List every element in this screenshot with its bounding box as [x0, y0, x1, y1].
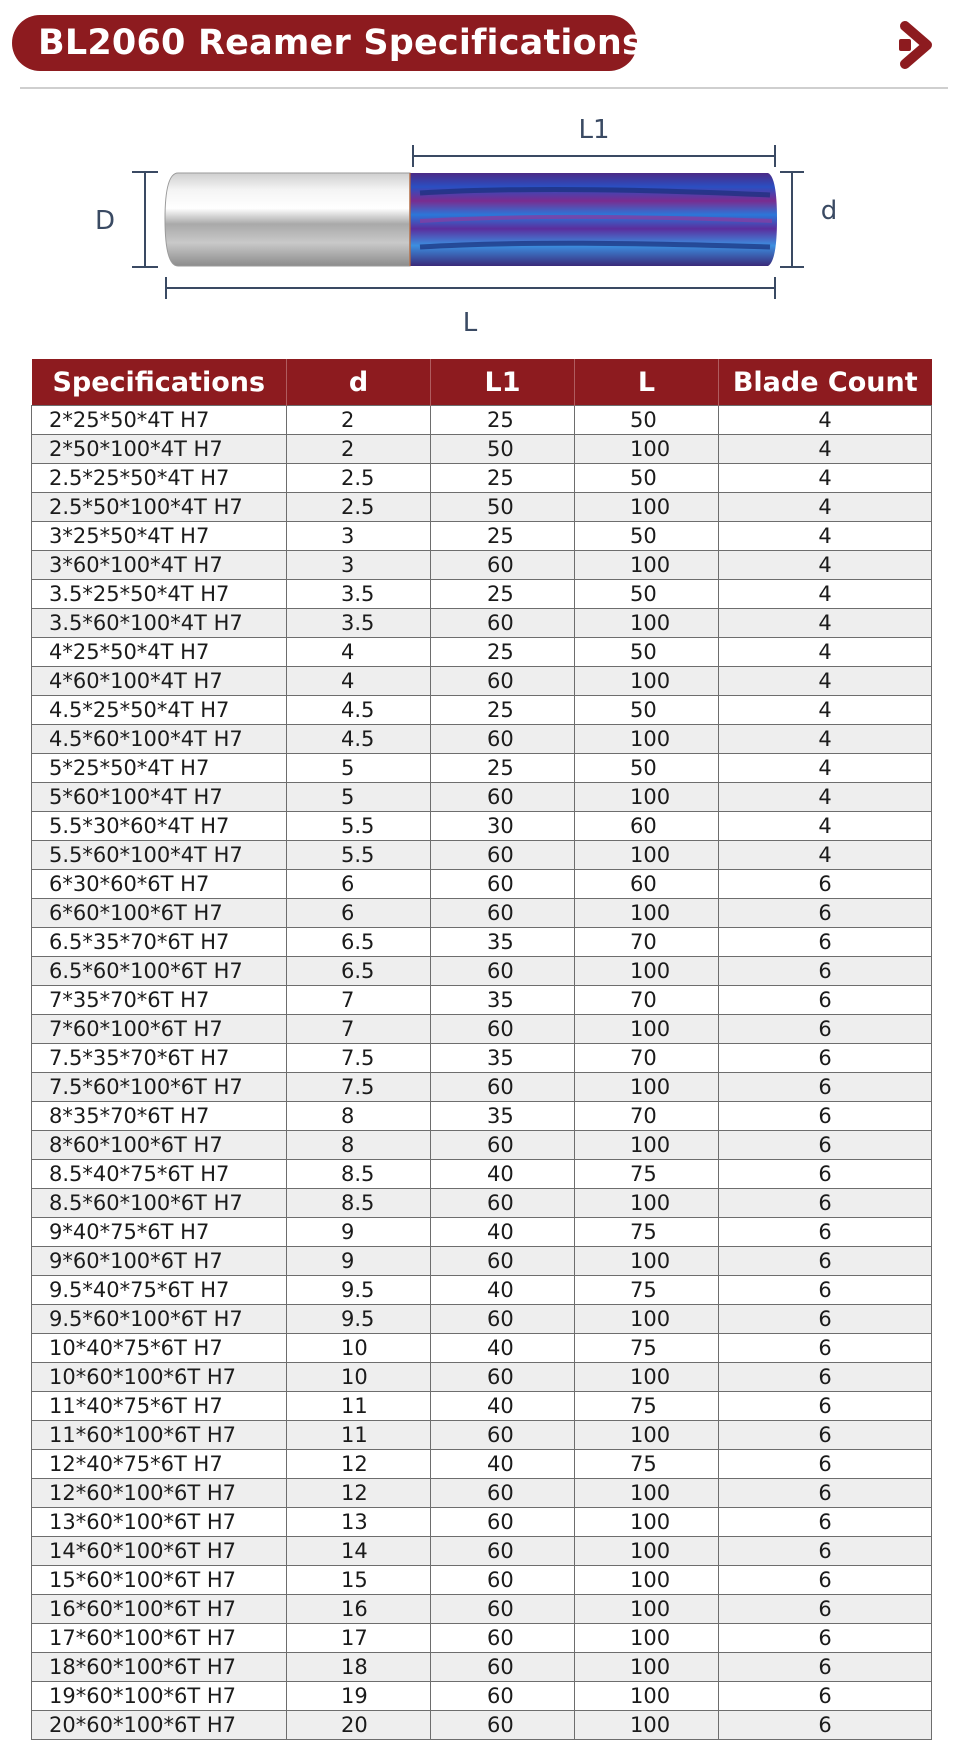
cell-specification: 17*60*100*6T H7: [32, 1624, 287, 1653]
cell-blade-count: 6: [719, 1160, 932, 1189]
cell-l1: 25: [431, 522, 575, 551]
table-row: [32, 725, 932, 754]
table-row: [32, 406, 932, 435]
cell-blade-count: 4: [719, 783, 932, 812]
cell-d: 4: [287, 638, 431, 667]
cell-l: 100: [575, 667, 719, 696]
cell-d: 7: [287, 986, 431, 1015]
cell-blade-count: 6: [719, 1189, 932, 1218]
cell-d: 19: [287, 1682, 431, 1711]
cell-l: 100: [575, 551, 719, 580]
table-row: [32, 1537, 932, 1566]
cell-l1: 40: [431, 1276, 575, 1305]
cell-d: 12: [287, 1450, 431, 1479]
cell-specification: 4*25*50*4T H7: [32, 638, 287, 667]
cell-l1: 60: [431, 841, 575, 870]
table-row: [32, 1247, 932, 1276]
cell-l: 70: [575, 986, 719, 1015]
cell-l1: 60: [431, 609, 575, 638]
cell-specification: 3*60*100*4T H7: [32, 551, 287, 580]
cell-blade-count: 4: [719, 841, 932, 870]
cell-d: 9: [287, 1247, 431, 1276]
cell-blade-count: 4: [719, 667, 932, 696]
cell-l1: 60: [431, 870, 575, 899]
cell-specification: 9.5*40*75*6T H7: [32, 1276, 287, 1305]
cell-l1: 60: [431, 1131, 575, 1160]
cell-d: 3: [287, 522, 431, 551]
cell-d: 7.5: [287, 1044, 431, 1073]
cell-d: 17: [287, 1624, 431, 1653]
cell-l1: 35: [431, 928, 575, 957]
cell-blade-count: 6: [719, 1015, 932, 1044]
cell-l: 100: [575, 1421, 719, 1450]
cell-l: 75: [575, 1160, 719, 1189]
cell-l1: 25: [431, 580, 575, 609]
cell-d: 7: [287, 1015, 431, 1044]
cell-d: 8: [287, 1131, 431, 1160]
cell-specification: 19*60*100*6T H7: [32, 1682, 287, 1711]
page-title: [12, 15, 643, 71]
cell-blade-count: 4: [719, 522, 932, 551]
cell-d: 15: [287, 1566, 431, 1595]
table-row: [32, 638, 932, 667]
cell-l: 50: [575, 754, 719, 783]
cell-specification: 4.5*60*100*4T H7: [32, 725, 287, 754]
cell-specification: 16*60*100*6T H7: [32, 1595, 287, 1624]
cell-blade-count: 6: [719, 1276, 932, 1305]
cell-d: 2.5: [287, 464, 431, 493]
cell-d: 2: [287, 435, 431, 464]
cell-specification: 5.5*60*100*4T H7: [32, 841, 287, 870]
table-row: [32, 1363, 932, 1392]
cell-l: 100: [575, 783, 719, 812]
cell-l1: 60: [431, 1421, 575, 1450]
table-row: [32, 1044, 932, 1073]
cell-l: 50: [575, 522, 719, 551]
cell-d: 6.5: [287, 928, 431, 957]
cell-specification: 12*40*75*6T H7: [32, 1450, 287, 1479]
cell-specification: 5.5*30*60*4T H7: [32, 812, 287, 841]
cell-l: 100: [575, 1131, 719, 1160]
cell-specification: 6*30*60*6T H7: [32, 870, 287, 899]
cell-blade-count: 6: [719, 870, 932, 899]
cell-d: 9.5: [287, 1305, 431, 1334]
cell-specification: 18*60*100*6T H7: [32, 1653, 287, 1682]
cell-d: 18: [287, 1653, 431, 1682]
cell-d: 6: [287, 870, 431, 899]
table-row: [32, 1276, 932, 1305]
cell-d: 8: [287, 1102, 431, 1131]
table-row: [32, 696, 932, 725]
cell-blade-count: 4: [719, 609, 932, 638]
cell-l: 100: [575, 1015, 719, 1044]
cell-l: 100: [575, 1479, 719, 1508]
cell-specification: 6*60*100*6T H7: [32, 899, 287, 928]
cell-blade-count: 6: [719, 1566, 932, 1595]
cell-l1: 30: [431, 812, 575, 841]
cell-l1: 60: [431, 551, 575, 580]
cell-l1: 25: [431, 464, 575, 493]
cell-specification: 20*60*100*6T H7: [32, 1711, 287, 1740]
cell-l: 100: [575, 1624, 719, 1653]
cell-specification: 11*60*100*6T H7: [32, 1421, 287, 1450]
table-row: [32, 1073, 932, 1102]
table-row: [32, 1334, 932, 1363]
cell-blade-count: 6: [719, 1102, 932, 1131]
cell-l: 75: [575, 1392, 719, 1421]
cell-l: 70: [575, 1102, 719, 1131]
cell-blade-count: 4: [719, 696, 932, 725]
table-row: [32, 493, 932, 522]
cell-blade-count: 6: [719, 1392, 932, 1421]
cell-d: 13: [287, 1508, 431, 1537]
cell-specification: 3*25*50*4T H7: [32, 522, 287, 551]
cell-blade-count: 6: [719, 1537, 932, 1566]
cell-specification: 14*60*100*6T H7: [32, 1537, 287, 1566]
cell-l1: 60: [431, 1305, 575, 1334]
table-row: [32, 1421, 932, 1450]
table-row: [32, 1479, 932, 1508]
cell-d: 8.5: [287, 1160, 431, 1189]
table-row: [32, 1392, 932, 1421]
cell-blade-count: 6: [719, 1624, 932, 1653]
cell-blade-count: 6: [719, 1508, 932, 1537]
cell-blade-count: 6: [719, 1421, 932, 1450]
cell-l: 100: [575, 493, 719, 522]
cell-l: 100: [575, 899, 719, 928]
cell-blade-count: 6: [719, 1044, 932, 1073]
cell-blade-count: 6: [719, 899, 932, 928]
cell-d: 5.5: [287, 841, 431, 870]
cell-l: 100: [575, 957, 719, 986]
cell-l1: 60: [431, 725, 575, 754]
cell-specification: 8.5*60*100*6T H7: [32, 1189, 287, 1218]
cell-blade-count: 4: [719, 812, 932, 841]
cell-l: 100: [575, 841, 719, 870]
cell-l: 70: [575, 1044, 719, 1073]
table-row: [32, 812, 932, 841]
header-l1: L1: [431, 359, 575, 406]
cell-l: 100: [575, 609, 719, 638]
cell-d: 7.5: [287, 1073, 431, 1102]
cell-l1: 40: [431, 1218, 575, 1247]
cell-d: 11: [287, 1421, 431, 1450]
cell-blade-count: 6: [719, 1218, 932, 1247]
cell-l1: 60: [431, 1015, 575, 1044]
table-body: [32, 406, 932, 1740]
cell-l1: 60: [431, 1508, 575, 1537]
cell-specification: 4.5*25*50*4T H7: [32, 696, 287, 725]
header-blade-count: Blade Count: [719, 359, 932, 406]
cell-specification: 5*60*100*4T H7: [32, 783, 287, 812]
cell-blade-count: 4: [719, 725, 932, 754]
header-divider: [20, 87, 948, 89]
cell-specification: 11*40*75*6T H7: [32, 1392, 287, 1421]
cell-l1: 60: [431, 1363, 575, 1392]
cell-d: 6: [287, 899, 431, 928]
cell-l: 100: [575, 1073, 719, 1102]
cell-specification: 15*60*100*6T H7: [32, 1566, 287, 1595]
cell-specification: 3.5*25*50*4T H7: [32, 580, 287, 609]
cell-blade-count: 4: [719, 406, 932, 435]
table-row: [32, 870, 932, 899]
cell-d: 4.5: [287, 725, 431, 754]
cell-specification: 7*60*100*6T H7: [32, 1015, 287, 1044]
cell-l1: 25: [431, 696, 575, 725]
cell-l1: 60: [431, 1247, 575, 1276]
table-row: [32, 1653, 932, 1682]
cell-specification: 10*40*75*6T H7: [32, 1334, 287, 1363]
table-row: [32, 435, 932, 464]
table-row: [32, 580, 932, 609]
cell-d: 20: [287, 1711, 431, 1740]
cell-specification: 8.5*40*75*6T H7: [32, 1160, 287, 1189]
cell-blade-count: 6: [719, 1131, 932, 1160]
table-row: [32, 1015, 932, 1044]
cell-d: 5.5: [287, 812, 431, 841]
cell-blade-count: 4: [719, 464, 932, 493]
cell-l1: 40: [431, 1334, 575, 1363]
cell-l1: 60: [431, 1653, 575, 1682]
table-row: [32, 1711, 932, 1740]
cell-l: 100: [575, 1595, 719, 1624]
header-specifications: Specifications: [32, 359, 287, 406]
table-row: [32, 957, 932, 986]
cell-blade-count: 4: [719, 638, 932, 667]
cell-specification: 7*35*70*6T H7: [32, 986, 287, 1015]
dimension-label-d-shank: D: [94, 206, 116, 236]
cell-l1: 25: [431, 638, 575, 667]
table-row: [32, 1450, 932, 1479]
cell-l1: 50: [431, 493, 575, 522]
cell-l1: 60: [431, 899, 575, 928]
cell-l1: 60: [431, 1537, 575, 1566]
cell-blade-count: 6: [719, 1450, 932, 1479]
cell-blade-count: 6: [719, 1305, 932, 1334]
cell-l: 75: [575, 1334, 719, 1363]
cell-specification: 8*35*70*6T H7: [32, 1102, 287, 1131]
cell-specification: 5*25*50*4T H7: [32, 754, 287, 783]
specifications-table: [31, 359, 932, 1740]
page-title-text: BL2060 Reamer Specifications: [38, 23, 643, 63]
table-row: [32, 899, 932, 928]
cell-specification: 3.5*60*100*4T H7: [32, 609, 287, 638]
cell-l: 100: [575, 1508, 719, 1537]
table-row: [32, 1595, 932, 1624]
table-header-row: [32, 359, 932, 406]
cell-l: 100: [575, 1537, 719, 1566]
cell-d: 9: [287, 1218, 431, 1247]
cell-d: 5: [287, 754, 431, 783]
cell-l1: 40: [431, 1450, 575, 1479]
reamer-dimension-diagram: [0, 95, 960, 340]
cell-blade-count: 6: [719, 1073, 932, 1102]
cell-blade-count: 4: [719, 754, 932, 783]
cell-specification: 9*40*75*6T H7: [32, 1218, 287, 1247]
cell-specification: 8*60*100*6T H7: [32, 1131, 287, 1160]
cell-l1: 60: [431, 1566, 575, 1595]
cell-l1: 60: [431, 1682, 575, 1711]
cell-d: 6.5: [287, 957, 431, 986]
cell-blade-count: 4: [719, 435, 932, 464]
table-row: [32, 667, 932, 696]
table-row: [32, 464, 932, 493]
cell-d: 16: [287, 1595, 431, 1624]
cell-specification: 4*60*100*4T H7: [32, 667, 287, 696]
cell-blade-count: 6: [719, 986, 932, 1015]
cell-l: 100: [575, 1653, 719, 1682]
cell-d: 4.5: [287, 696, 431, 725]
table-row: [32, 841, 932, 870]
header-l: L: [575, 359, 719, 406]
cell-l1: 60: [431, 1624, 575, 1653]
cell-blade-count: 6: [719, 1682, 932, 1711]
cell-d: 3.5: [287, 580, 431, 609]
cell-l: 100: [575, 1682, 719, 1711]
table-row: [32, 1160, 932, 1189]
cell-l: 70: [575, 928, 719, 957]
cell-specification: 9*60*100*6T H7: [32, 1247, 287, 1276]
table-row: [32, 783, 932, 812]
cell-l1: 50: [431, 435, 575, 464]
table-row: [32, 928, 932, 957]
cell-blade-count: 6: [719, 1334, 932, 1363]
header-d: d: [287, 359, 431, 406]
table-row: [32, 1566, 932, 1595]
cell-specification: 2*25*50*4T H7: [32, 406, 287, 435]
cell-blade-count: 6: [719, 928, 932, 957]
table-row: [32, 1624, 932, 1653]
table-row: [32, 609, 932, 638]
cell-l: 50: [575, 406, 719, 435]
cell-l: 100: [575, 435, 719, 464]
cell-d: 9.5: [287, 1276, 431, 1305]
cell-l1: 25: [431, 754, 575, 783]
dimension-label-d-blade: d: [820, 196, 838, 226]
cell-blade-count: 6: [719, 1479, 932, 1508]
cell-l: 75: [575, 1276, 719, 1305]
cell-blade-count: 6: [719, 1247, 932, 1276]
cell-l: 100: [575, 725, 719, 754]
table-row: [32, 754, 932, 783]
cell-l1: 35: [431, 1044, 575, 1073]
cell-d: 5: [287, 783, 431, 812]
cell-l1: 60: [431, 783, 575, 812]
cell-blade-count: 6: [719, 1595, 932, 1624]
cell-l1: 60: [431, 1711, 575, 1740]
table-row: [32, 1218, 932, 1247]
cell-l: 50: [575, 464, 719, 493]
table-row: [32, 1508, 932, 1537]
cell-blade-count: 4: [719, 493, 932, 522]
cell-specification: 7.5*35*70*6T H7: [32, 1044, 287, 1073]
cell-specification: 7.5*60*100*6T H7: [32, 1073, 287, 1102]
cell-l: 50: [575, 696, 719, 725]
cell-l: 100: [575, 1305, 719, 1334]
cell-l: 50: [575, 580, 719, 609]
cell-specification: 2.5*25*50*4T H7: [32, 464, 287, 493]
table-row: [32, 522, 932, 551]
cell-blade-count: 4: [719, 551, 932, 580]
cell-l: 60: [575, 812, 719, 841]
cell-l1: 25: [431, 406, 575, 435]
cell-d: 3.5: [287, 609, 431, 638]
chevron-right-icon[interactable]: [897, 18, 941, 72]
table-row: [32, 1102, 932, 1131]
dimension-label-l: L: [462, 308, 478, 338]
cell-l1: 40: [431, 1160, 575, 1189]
cell-l1: 60: [431, 1073, 575, 1102]
cell-d: 14: [287, 1537, 431, 1566]
cell-l1: 35: [431, 1102, 575, 1131]
cell-blade-count: 4: [719, 580, 932, 609]
cell-specification: 12*60*100*6T H7: [32, 1479, 287, 1508]
cell-blade-count: 6: [719, 957, 932, 986]
cell-l1: 40: [431, 1392, 575, 1421]
cell-l1: 60: [431, 957, 575, 986]
dimension-label-l1: L1: [578, 115, 610, 145]
cell-l: 100: [575, 1247, 719, 1276]
cell-blade-count: 6: [719, 1653, 932, 1682]
table-row: [32, 1131, 932, 1160]
cell-d: 2.5: [287, 493, 431, 522]
cell-specification: 9.5*60*100*6T H7: [32, 1305, 287, 1334]
cell-l: 100: [575, 1566, 719, 1595]
cell-d: 10: [287, 1363, 431, 1392]
cell-specification: 6.5*35*70*6T H7: [32, 928, 287, 957]
cell-l: 60: [575, 870, 719, 899]
cell-specification: 6.5*60*100*6T H7: [32, 957, 287, 986]
table-row: [32, 1305, 932, 1334]
table-row: [32, 1189, 932, 1218]
cell-d: 4: [287, 667, 431, 696]
cell-specification: 10*60*100*6T H7: [32, 1363, 287, 1392]
table-row: [32, 986, 932, 1015]
cell-d: 2: [287, 406, 431, 435]
cell-blade-count: 6: [719, 1363, 932, 1392]
cell-d: 12: [287, 1479, 431, 1508]
cell-l: 100: [575, 1189, 719, 1218]
cell-l: 50: [575, 638, 719, 667]
cell-l1: 60: [431, 1189, 575, 1218]
cell-blade-count: 6: [719, 1711, 932, 1740]
cell-l: 100: [575, 1711, 719, 1740]
cell-l: 100: [575, 1363, 719, 1392]
cell-specification: 2.5*50*100*4T H7: [32, 493, 287, 522]
cell-d: 3: [287, 551, 431, 580]
cell-d: 10: [287, 1334, 431, 1363]
cell-d: 11: [287, 1392, 431, 1421]
cell-l1: 60: [431, 1479, 575, 1508]
cell-l: 75: [575, 1450, 719, 1479]
cell-l1: 60: [431, 1595, 575, 1624]
cell-l: 75: [575, 1218, 719, 1247]
cell-l1: 35: [431, 986, 575, 1015]
table-row: [32, 1682, 932, 1711]
cell-l1: 60: [431, 667, 575, 696]
cell-d: 8.5: [287, 1189, 431, 1218]
cell-specification: 13*60*100*6T H7: [32, 1508, 287, 1537]
cell-specification: 2*50*100*4T H7: [32, 435, 287, 464]
table-row: [32, 551, 932, 580]
